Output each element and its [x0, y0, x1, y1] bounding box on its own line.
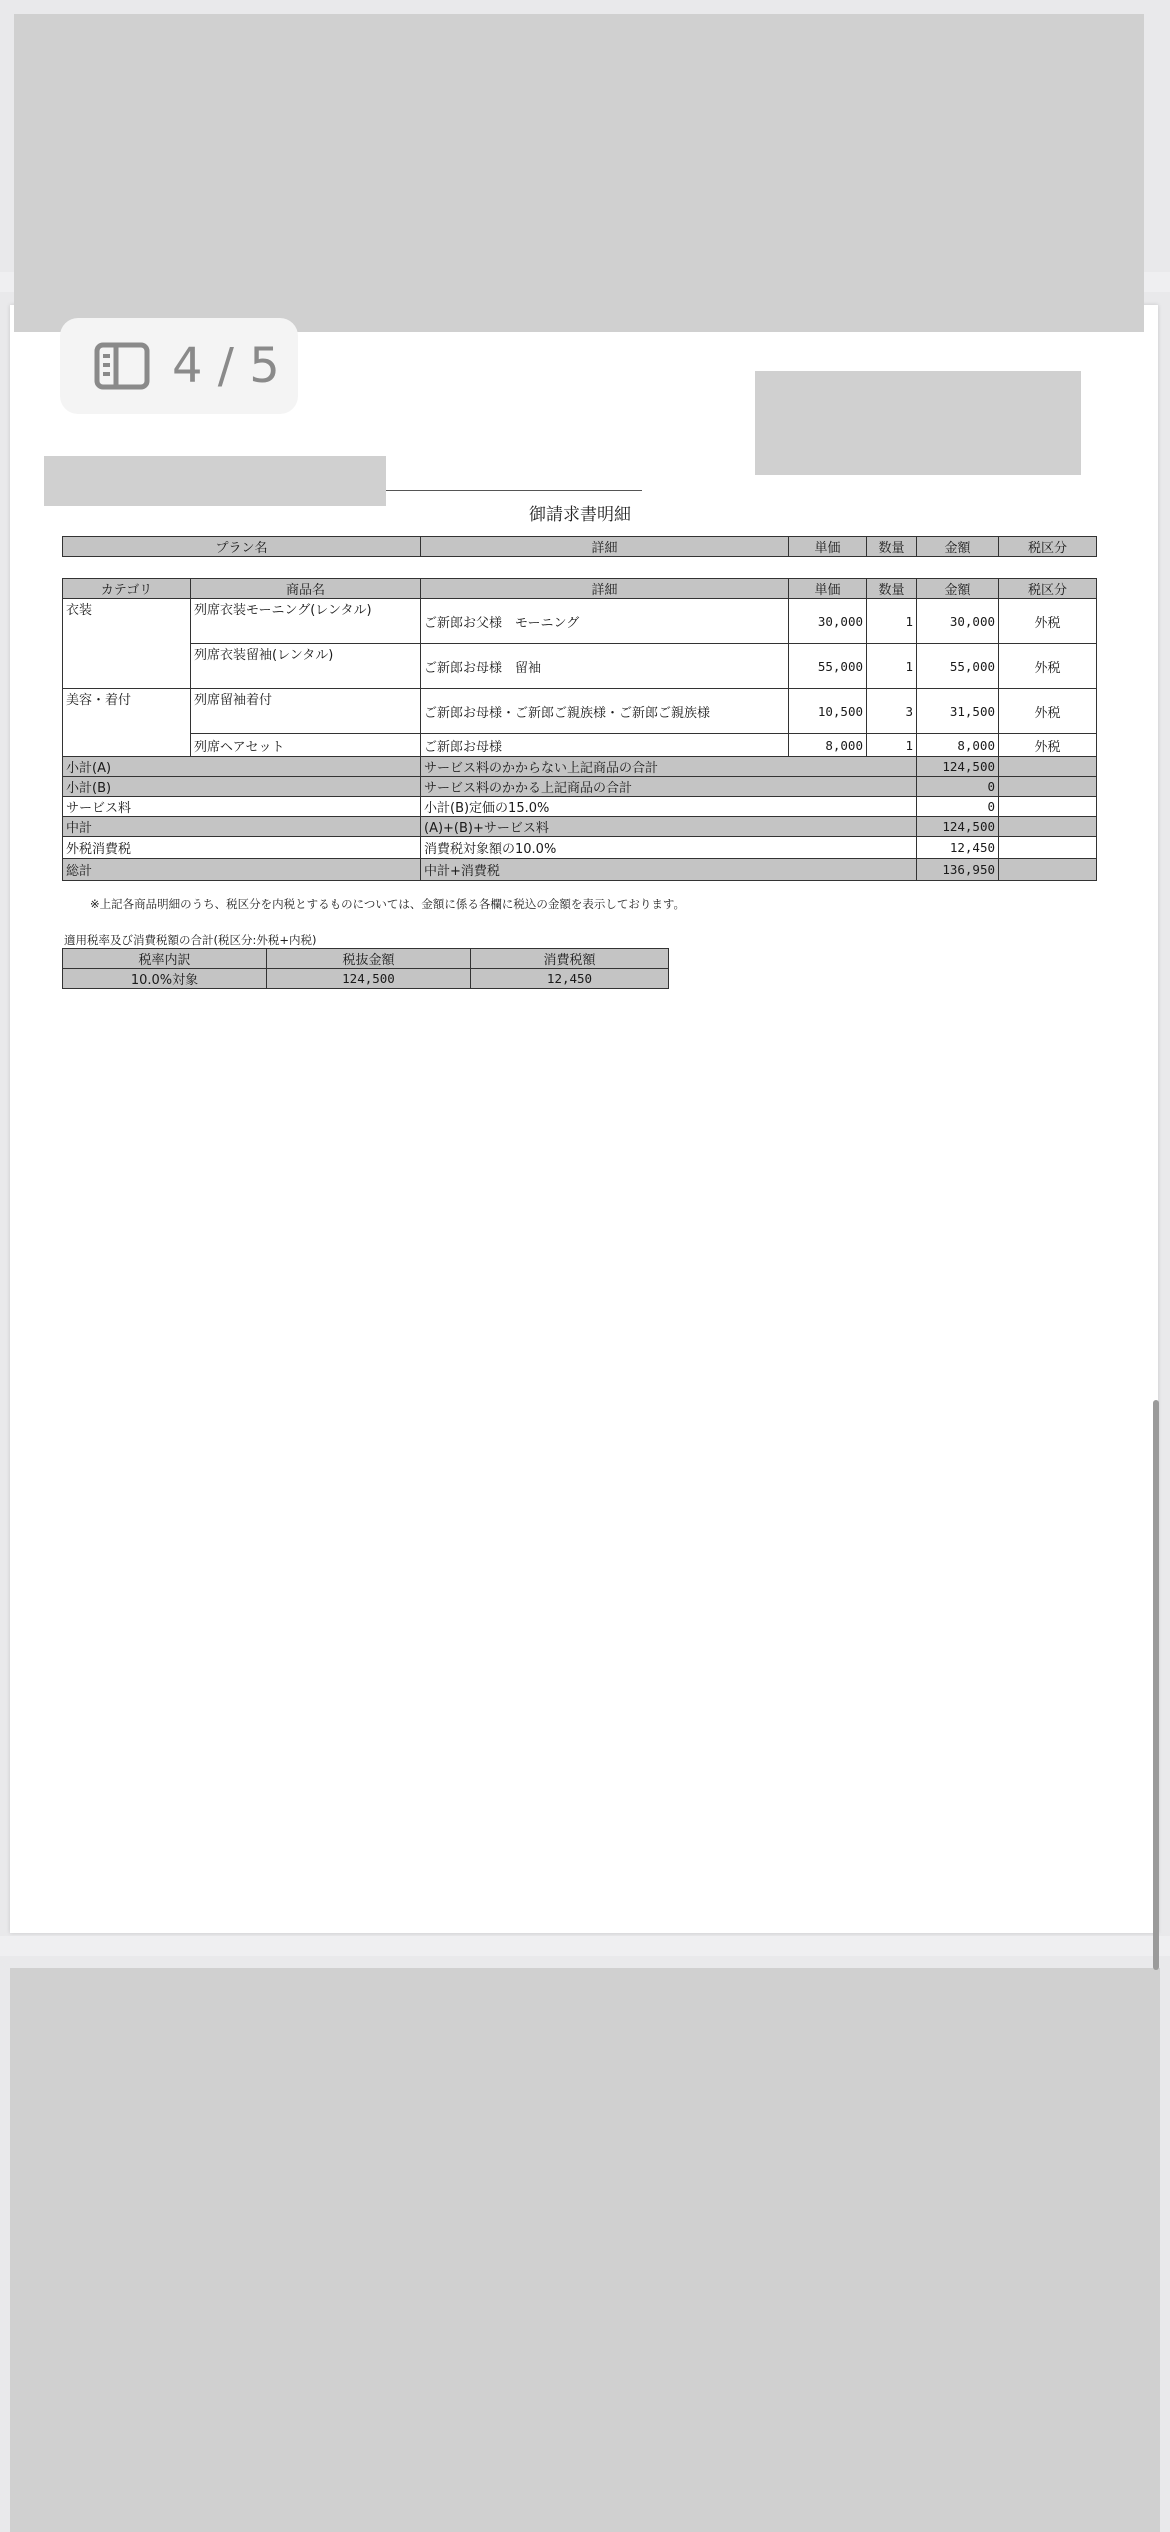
item-category: 衣装 [63, 599, 191, 689]
item-detail: ご新郎お母様 [421, 734, 789, 757]
item-product: 列席衣装モーニング(レンタル) [191, 599, 421, 644]
tax-net-cell: 124,500 [267, 969, 471, 989]
item-detail: ご新郎お父様 モーニング [421, 599, 789, 644]
summary-label: サービス料 [63, 797, 421, 817]
page-indicator-text: 4 / 5 [172, 338, 280, 394]
item-product: 列席衣装留袖(レンタル) [191, 644, 421, 689]
item-detail: ご新郎お母様・ご新郎ご親族様・ご新郎ご親族様 [421, 689, 789, 734]
summary-tax-cell [999, 777, 1097, 797]
item-detail: ご新郎お母様 留袖 [421, 644, 789, 689]
item-unit-price: 30,000 [789, 599, 867, 644]
summary-label: 総計 [63, 859, 421, 881]
item-qty: 3 [867, 689, 917, 734]
items-header-category: カテゴリ [63, 579, 191, 599]
summary-amount: 12,450 [917, 837, 999, 859]
summary-label: 中計 [63, 817, 421, 837]
plan-header-detail: 詳細 [421, 537, 789, 557]
tax-note: ※上記各商品明細のうち、税区分を内税とするものについては、金額に係る各欄に税込の金額を表示しております。 [90, 897, 685, 911]
redacted-header-block [14, 14, 1144, 332]
item-unit-price: 55,000 [789, 644, 867, 689]
item-qty: 1 [867, 599, 917, 644]
tax-amount-cell: 12,450 [471, 969, 669, 989]
summary-tax-cell [999, 797, 1097, 817]
item-amount: 30,000 [917, 599, 999, 644]
tax-table-caption: 適用税率及び消費税額の合計(税区分:外税+内税) [64, 933, 317, 947]
redacted-next-page [10, 1968, 1160, 2532]
items-header-unit-price: 単価 [789, 579, 867, 599]
tax-header-tax: 消費税額 [471, 949, 669, 969]
redacted-name-block [44, 456, 386, 506]
tax-rate-cell: 10.0%対象 [63, 969, 267, 989]
summary-amount: 0 [917, 797, 999, 817]
plan-header-name: プラン名 [63, 537, 421, 557]
item-unit-price: 8,000 [789, 734, 867, 757]
page-indicator[interactable] [60, 318, 298, 414]
summary-tax-cell [999, 817, 1097, 837]
summary-desc: サービス料のかかる上記商品の合計 [421, 777, 917, 797]
item-tax: 外税 [999, 734, 1097, 757]
summary-row [63, 817, 1097, 837]
table-row [63, 734, 1097, 757]
summary-desc: 中計+消費税 [421, 859, 917, 881]
summary-desc: 小計(B)定価の15.0% [421, 797, 917, 817]
document-title: 御請求書明細 [529, 505, 631, 525]
summary-desc: サービス料のかからない上記商品の合計 [421, 757, 917, 777]
table-row [63, 689, 1097, 734]
sidebar-toggle-icon [94, 342, 150, 390]
summary-row [63, 797, 1097, 817]
tax-header-net: 税抜金額 [267, 949, 471, 969]
items-header-product: 商品名 [191, 579, 421, 599]
item-amount: 55,000 [917, 644, 999, 689]
summary-amount: 124,500 [917, 757, 999, 777]
summary-row [63, 859, 1097, 881]
table-row [63, 969, 669, 989]
summary-amount: 136,950 [917, 859, 999, 881]
plan-header-amount: 金額 [917, 537, 999, 557]
item-qty: 1 [867, 644, 917, 689]
item-amount: 8,000 [917, 734, 999, 757]
table-row [63, 644, 1097, 689]
items-header-tax: 税区分 [999, 579, 1097, 599]
summary-label: 小計(B) [63, 777, 421, 797]
summary-row [63, 837, 1097, 859]
page-gap-bottom [0, 1936, 1170, 1956]
summary-desc: (A)+(B)+サービス料 [421, 817, 917, 837]
item-product: 列席留袖着付 [191, 689, 421, 734]
summary-tax-cell [999, 837, 1097, 859]
summary-row [63, 777, 1097, 797]
summary-amount: 0 [917, 777, 999, 797]
item-category: 美容・着付 [63, 689, 191, 757]
tax-header-rate: 税率内訳 [63, 949, 267, 969]
summary-desc: 消費税対象額の10.0% [421, 837, 917, 859]
summary-label: 小計(A) [63, 757, 421, 777]
item-tax: 外税 [999, 644, 1097, 689]
plan-table [62, 536, 1097, 557]
vertical-scrollbar[interactable] [1153, 1400, 1159, 1970]
plan-header-qty: 数量 [867, 537, 917, 557]
plan-header-tax: 税区分 [999, 537, 1097, 557]
summary-label: 外税消費税 [63, 837, 421, 859]
summary-tax-cell [999, 859, 1097, 881]
items-header-detail: 詳細 [421, 579, 789, 599]
item-unit-price: 10,500 [789, 689, 867, 734]
items-table [62, 578, 1097, 881]
item-amount: 31,500 [917, 689, 999, 734]
item-tax: 外税 [999, 689, 1097, 734]
item-tax: 外税 [999, 599, 1097, 644]
items-header-amount: 金額 [917, 579, 999, 599]
item-qty: 1 [867, 734, 917, 757]
summary-row [63, 757, 1097, 777]
summary-amount: 124,500 [917, 817, 999, 837]
plan-header-unit-price: 単価 [789, 537, 867, 557]
table-row [63, 599, 1097, 644]
tax-summary-table [62, 948, 669, 989]
summary-tax-cell [999, 757, 1097, 777]
item-product: 列席ヘアセット [191, 734, 421, 757]
title-rule [386, 490, 642, 491]
redacted-recipient-block [755, 371, 1081, 475]
items-header-qty: 数量 [867, 579, 917, 599]
